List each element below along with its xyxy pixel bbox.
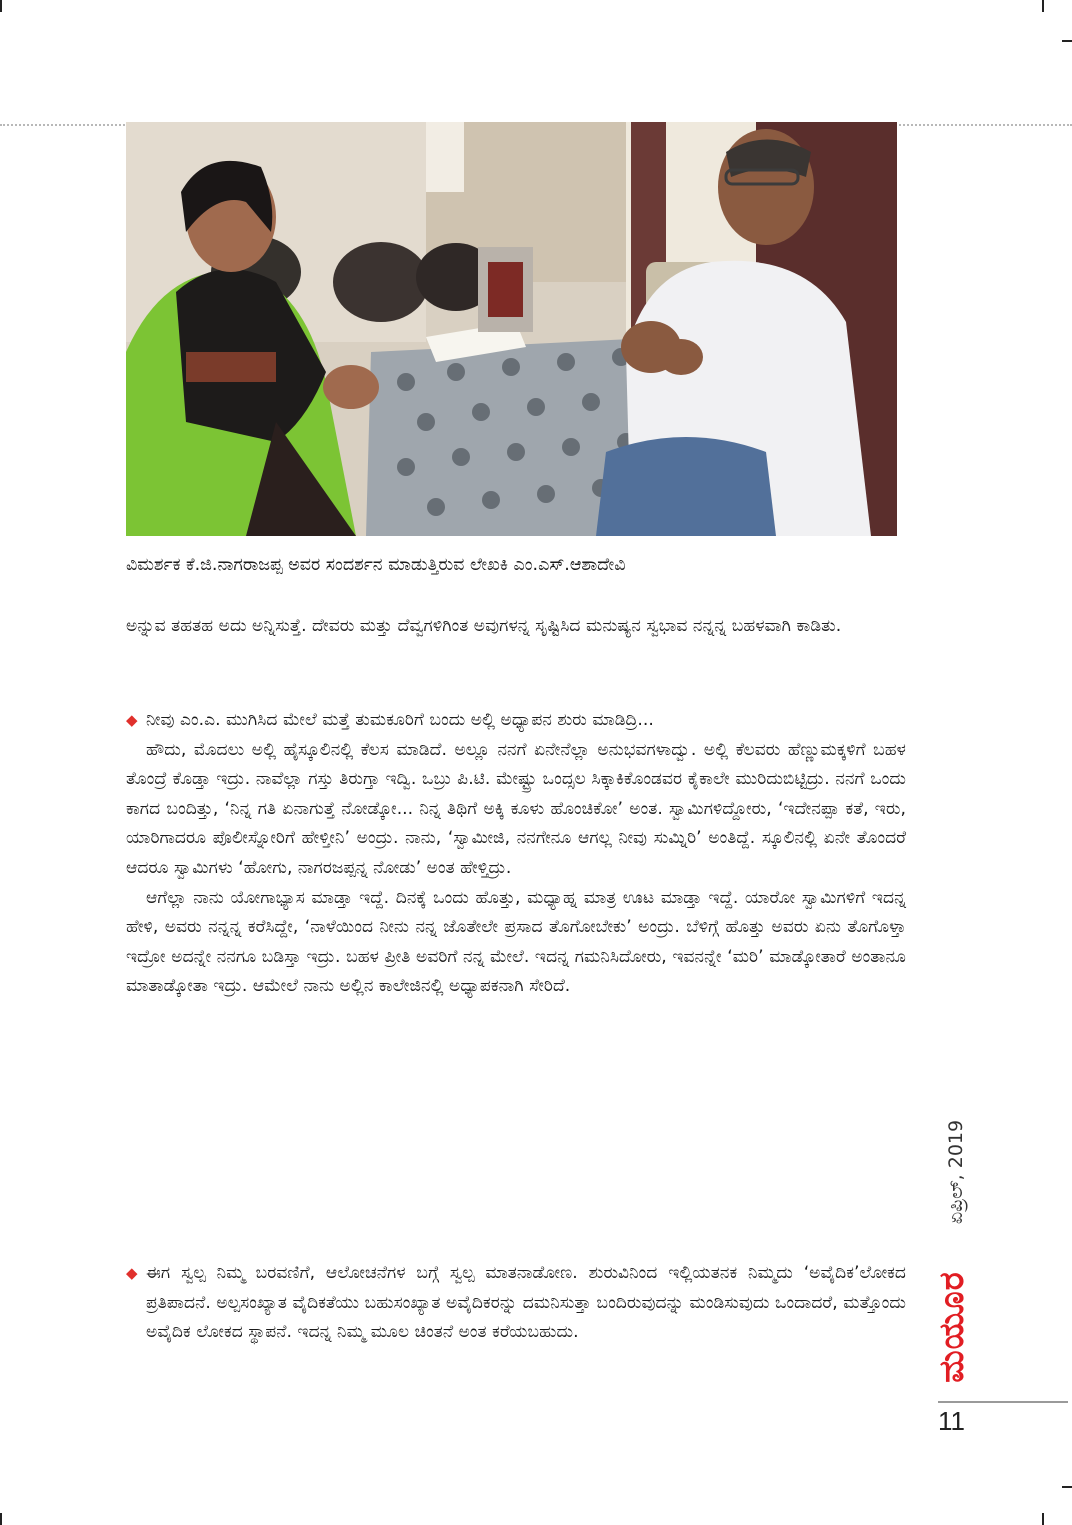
interview-photo xyxy=(126,122,897,536)
bullet-diamond-icon: ◆ xyxy=(126,711,138,729)
question-1 xyxy=(126,706,906,736)
magazine-logo-text: ಮಯೂರ xyxy=(932,1271,972,1383)
qa-block-1 xyxy=(126,706,906,1002)
page-number: 11 xyxy=(938,1406,965,1436)
answer-1-paragraph-1: ಹೌದು, ಮೊದಲು ಅಲ್ಲಿ ಹೈಸ್ಕೂಲಿನಲ್ಲಿ ಕೆಲಸ ಮಾಡಿದೆ. ಅಲ್ಲೂ ನನಗೆ ಏನೇನೆಲ್ಲಾ ಅನುಭವಗಳಾದ್ವು. ಅಲ್ಲಿ ಕೆಲವರು ಹೆಣ್ಣುಮಕ್ಕಳಿಗೆ ಬಹಳ ತೊಂದ್ರೆ ಕೊಡ್ತಾ ಇದ್ರು. ನಾವೆಲ್ಲಾ ಗಸ್ತು ತಿರುಗ್ತಾ ಇದ್ವಿ. ಒಬ್ರು ಪಿ.ಟಿ. ಮೇಷ್ಟ್ರು ಒಂದ್ಸಲ ಸಿಕ್ಕಾಕಿಕೊಂಡವರ ಕೈಕಾಲೇ ಮುರಿದುಬಿಟ್ಟಿದ್ರು. ನನಗೆ ಒಂದು ಕಾಗದ ಬಂದಿತ್ತು, ‘ನಿನ್ನ ಗತಿ ಏನಾಗುತ್ತೆ ನೋಡ್ಕೋ... ನಿನ್ನ ತಿಥಿಗೆ ಅಕ್ಕಿ ಕೂಳು ಹೊಂಚಿಕೋ’ ಅಂತ. ಸ್ವಾಮಿಗಳಿದ್ದೋರು, ‘ಇದೇನಪ್ಪಾ ಕತೆ, ಇರು, ಯಾರಿಗಾದರೂ ಪೊಲೀಸ್ನೋರಿಗೆ ಹೇಳ್ತೀನಿ’ ಅಂದ್ರು. ನಾನು, ‘ಸ್ವಾಮೀಜಿ, ನನಗೇನೂ ಆಗಲ್ಲ ನೀವು ಸುಮ್ನಿರಿ’ ಅಂತಿದ್ದೆ. ಸ್ಕೂಲಿನಲ್ಲಿ ಏನೇ ತೊಂದರೆ ಆದರೂ ಸ್ವಾಮಿಗಳು ‘ಹೋಗು, ನಾಗರಜಪ್ಪನ್ನ ನೋಡು’ ಅಂತ ಹೇಳ್ತಿದ್ರು. xyxy=(126,739,906,878)
crop-mark-bottom-left xyxy=(0,1513,2,1525)
answer-1-paragraph-2: ಆಗೆಲ್ಲಾ ನಾನು ಯೋಗಾಭ್ಯಾಸ ಮಾಡ್ತಾ ಇದ್ದೆ. ದಿನಕ್ಕೆ ಒಂದು ಹೊತ್ತು, ಮಧ್ಯಾಹ್ನ ಮಾತ್ರ ಊಟ ಮಾಡ್ತಾ ಇದ್ದೆ. ಯಾರೋ ಸ್ವಾಮಿಗಳಿಗೆ ಇದನ್ನ ಹೇಳಿ, ಅವರು ನನ್ನನ್ನ ಕರೆಸಿದ್ದೇ, ‘ನಾಳೆಯಿಂದ ನೀನು ನನ್ನ ಜೊತೇಲೇ ಪ್ರಸಾದ ತೊಗೋಬೇಕು’ ಅಂದ್ರು. ಬೆಳಿಗ್ಗೆ ಹೊತ್ತು ಅವರು ಏನು ತೊಗೊಳ್ತಾ ಇದ್ರೋ ಅದನ್ನೇ ನನಗೂ ಬಡಿಸ್ತಾ ಇದ್ರು. ಬಹಳ ಪ್ರೀತಿ ಅವರಿಗೆ ನನ್ನ ಮೇಲೆ. ಇದನ್ನ ಗಮನಿಸಿದೋರು, ಇವನನ್ನೇ ‘ಮರಿ’ ಮಾಡ್ಕೋತಾರೆ ಅಂತಾನೂ ಮಾತಾಡ್ಕೋತಾ ಇದ್ರು. ಆಮೇಲೆ ನಾನು ಅಲ್ಲಿನ ಕಾಲೇಜಿನಲ್ಲಿ ಅಧ್ಯಾಪಕನಾಗಿ ಸೇರಿದೆ. xyxy=(126,887,906,997)
issue-date xyxy=(926,1112,986,1232)
question-2-text: ಈಗ ಸ್ವಲ್ಪ ನಿಮ್ಮ ಬರವಣಿಗೆ, ಆಲೋಚನೆಗಳ ಬಗ್ಗೆ ಸ್ವಲ್ಪ ಮಾತನಾಡೋಣ. ಶುರುವಿನಿಂದ ಇಲ್ಲಿಯತನಕ ನಿಮ್ಮದು ‘ಅವೈದಿಕ’ಲೋಕದ ಪ್ರತಿಪಾದನೆ. ಅಲ್ಪಸಂಖ್ಯಾತ ವೈದಿಕತೆಯು ಬಹುಸಂಖ್ಯಾತ ಅವೈದಿಕರನ್ನು ದಮನಿಸುತ್ತಾ ಬಂದಿರುವುದನ್ನು ಮಂಡಿಸುವುದು ಒಂದಾದರೆ, ಮತ್ತೊಂದು ಅವೈದಿಕ ಲೋಕದ ಸ್ಥಾಪನೆ. ಇದನ್ನ ನಿಮ್ಮ ಮೂಲ ಚಿಂತನೆ ಅಂತ ಕರೆಯಬಹುದು. xyxy=(146,1263,906,1343)
crop-mark-right-bottom xyxy=(1062,1486,1072,1488)
crop-mark-bottom-right xyxy=(1042,1513,1044,1525)
crop-mark-top-left xyxy=(0,0,2,12)
issue-date-text: ಏಪ್ರಿಲ್, 2019 xyxy=(945,1119,967,1225)
photo-caption: ವಿಮರ್ಶಕ ಕೆ.ಜಿ.ನಾಗರಾಜಪ್ಪ ಅವರ ಸಂದರ್ಶನ ಮಾಡುತ್ತಿರುವ ಲೇಖಕಿ ಎಂ.ಎಸ್.ಆಶಾದೇವಿ xyxy=(126,555,626,575)
crop-mark-right-top xyxy=(1062,40,1072,42)
intro-paragraph xyxy=(126,612,906,642)
qa-block-2 xyxy=(126,1259,906,1348)
question-1-text: ನೀವು ಎಂ.ಎ. ಮುಗಿಸಿದ ಮೇಲೆ ಮತ್ತೆ ತುಮಕೂರಿಗೆ ಬಂದು ಅಲ್ಲಿ ಅಧ್ಯಾಪನ ಶುರು ಮಾಡಿದ್ರಿ... xyxy=(146,710,654,730)
intro-text: ಅನ್ನುವ ತಹತಹ ಅದು ಅನ್ನಿಸುತ್ತೆ. ದೇವರು ಮತ್ತು ದೆವ್ವಗಳಿಗಿಂತ ಅವುಗಳನ್ನ ಸೃಷ್ಟಿಸಿದ ಮನುಷ್ಯನ ಸ್ವಭಾವ ನನ್ನನ್ನ ಬಹಳವಾಗಿ ಕಾಡಿತು. xyxy=(126,616,842,636)
question-2 xyxy=(126,1259,906,1348)
crop-mark-top-right xyxy=(1042,0,1044,12)
bullet-diamond-icon: ◆ xyxy=(126,1264,138,1282)
magazine-logo xyxy=(928,1262,976,1392)
page-number-rule xyxy=(938,1401,1068,1403)
